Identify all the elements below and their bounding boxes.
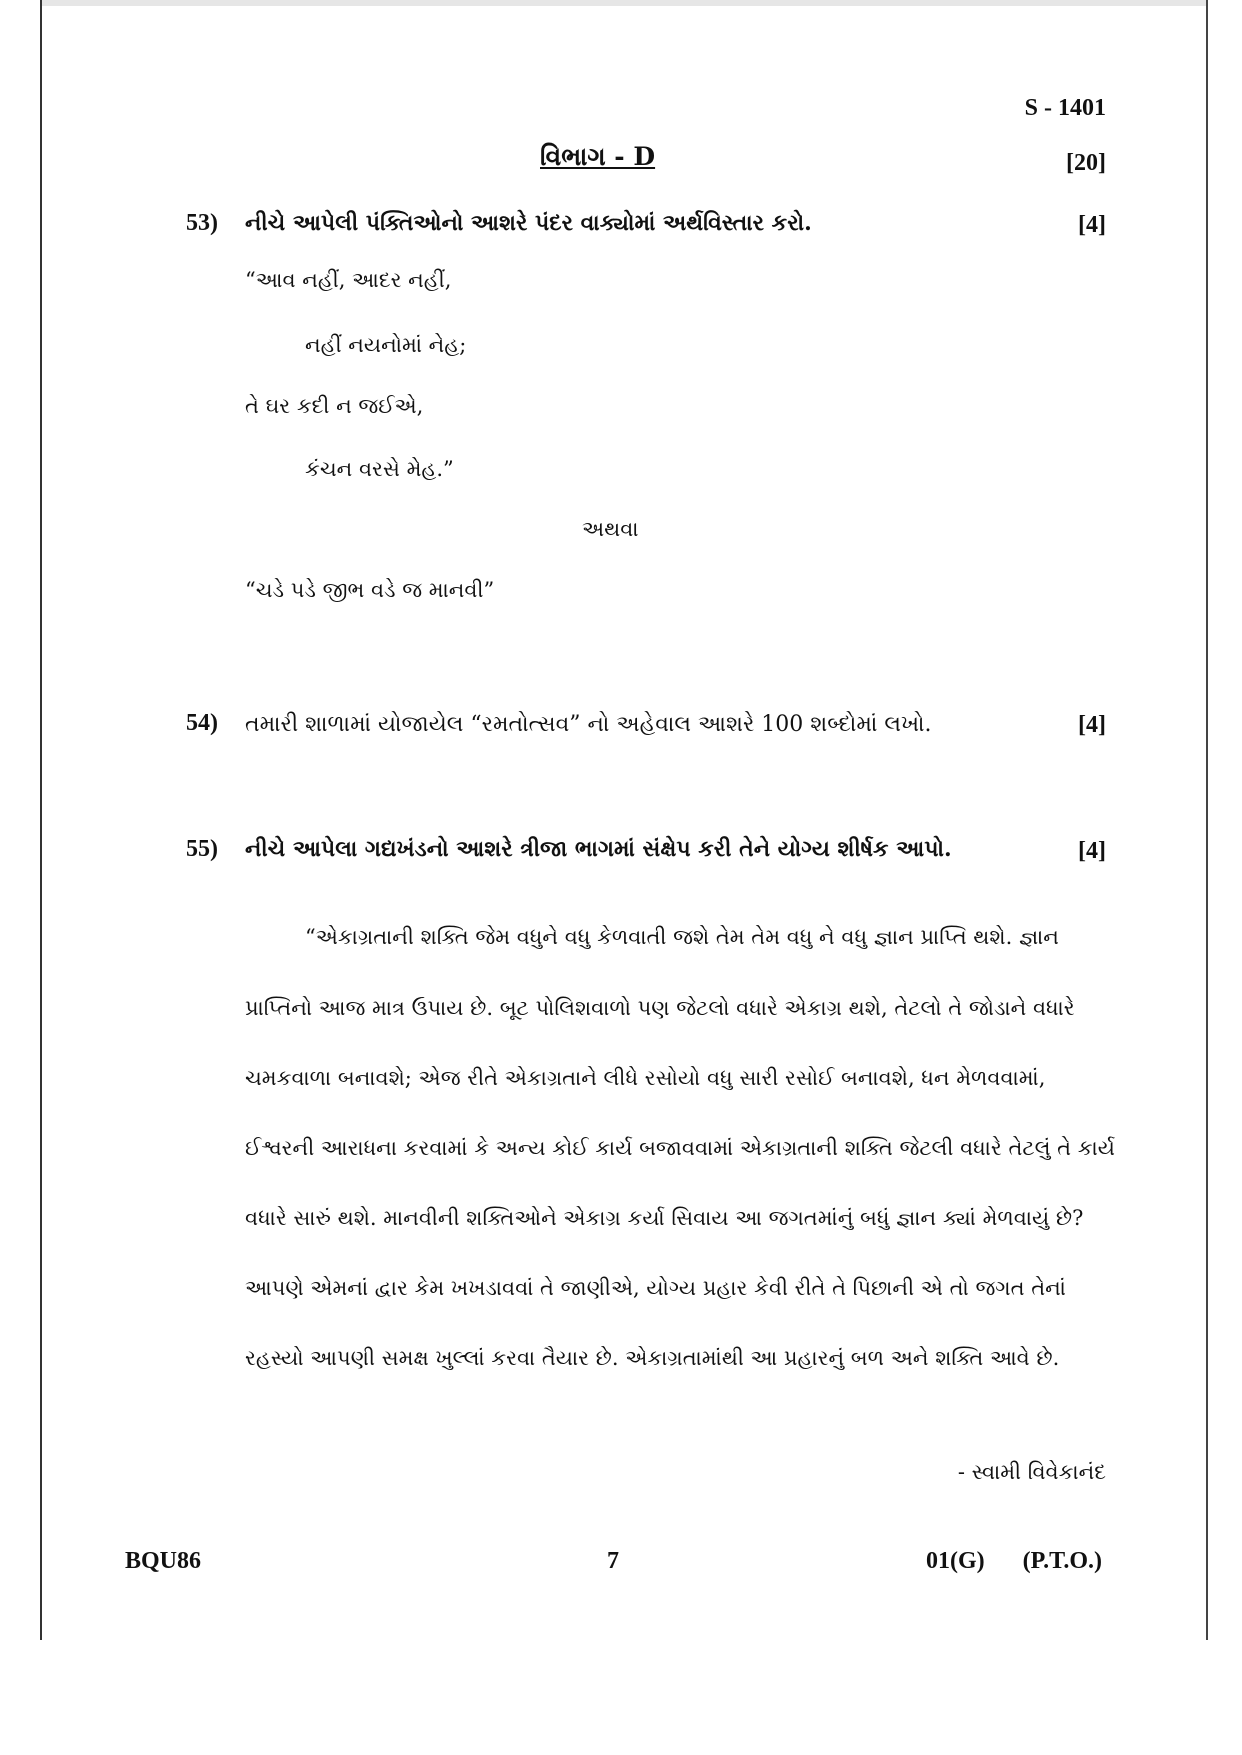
passage-line-7: રહસ્યો આપણી સમક્ષ ખુલ્લાં કરવા તૈયાર છે. એકાગ્રતામાંથી આ પ્રહારનું બળ અને શક્તિ આવે છે. xyxy=(245,1346,1060,1370)
footer-right xyxy=(926,1548,1102,1575)
passage-line-5: વધારે સારું થશે. માનવીની શક્તિઓને એકાગ્ર કર્યા સિવાય આ જગતમાંનું બધું જ્ઞાન ક્યાં મેળવાયું છે? xyxy=(245,1206,1084,1230)
passage-line-1: “એકાગ્રતાની શક્તિ જેમ વધુને વધુ કેળવાતી જશે તેમ તેમ વધુ ને વધુ જ્ઞાન પ્રાપ્તિ થશે. જ્ઞાન xyxy=(305,925,1059,949)
poem-line-3: તે ઘર કદી ન જઈએ, xyxy=(245,394,424,418)
footer-code: BQU86 xyxy=(125,1548,202,1574)
passage-line-2: પ્રાપ્તિનો આજ માત્ર ઉપાય છે. બૂટ પોલિશવાળો પણ જેટલો વધારે એકાગ્ર થશે, તેટલો તે જોડાને વધારે xyxy=(245,996,1075,1020)
footer-pto: (P.T.O.) xyxy=(1022,1548,1102,1574)
question-55-text: નીચે આપેલા ગદ્યખંડનો આશરે ત્રીજા ભાગમાં સંક્ષેપ કરી તેને યોગ્ય શીર્ષક આપો. xyxy=(245,836,952,862)
section-marks: [20] xyxy=(1066,150,1106,176)
paper-code: S - 1401 xyxy=(1024,95,1106,121)
scan-top-edge xyxy=(40,0,1208,6)
passage-line-3: ચમકવાળા બનાવશે; એજ રીતે એકાગ્રતાને લીધે રસોયો વધુ સારી રસોઈ બનાવશે, ધન મેળવવામાં, xyxy=(245,1066,1046,1090)
passage-line-4: ઈશ્વરની આરાધના કરવામાં કે અન્ય કોઈ કાર્ય બજાવવામાં એકાગ્રતાની શક્તિ જેટલી વધારે તેટલું તે કાર્ય xyxy=(245,1136,1115,1160)
question-53-text: નીચે આપેલી પંક્તિઓનો આશરે પંદર વાક્યોમાં અર્થવિસ્તાર કરો. xyxy=(245,210,812,236)
scan-right-edge xyxy=(1206,0,1208,1640)
question-54-marks: [4] xyxy=(1078,712,1106,738)
question-53-marks: [4] xyxy=(1078,212,1106,238)
poem-line-4: કંચન વરસે મેહ.” xyxy=(305,457,454,481)
poem-line-1: “આવ નહીં, આદર નહીં, xyxy=(245,268,452,292)
alternative-line: “ચડે પડે જીભ વડે જ માનવી” xyxy=(245,578,495,602)
scan-left-edge xyxy=(40,0,42,1640)
page-number: 7 xyxy=(607,1548,619,1574)
section-title: વિભાગ - D xyxy=(540,142,656,171)
passage-line-6: આપણે એમનાં દ્વાર કેમ ખખડાવવાં તે જાણીએ, યોગ્ય પ્રહાર કેવી રીતે તે પિછાની એ તો જગત તેનાં xyxy=(245,1276,1066,1300)
question-54-number: 54) xyxy=(186,710,218,736)
question-53-number: 53) xyxy=(186,210,218,236)
footer-paper-code: 01(G) xyxy=(926,1548,985,1574)
question-55-number: 55) xyxy=(186,836,218,862)
question-55-marks: [4] xyxy=(1078,838,1106,864)
poem-line-2: નહીં નયનોમાં નેહ; xyxy=(305,333,467,357)
question-54-text: તમારી શાળામાં યોજાયેલ “રમતોત્સવ” નો અહેવાલ આશરે 100 શબ્દોમાં લખો. xyxy=(245,712,932,737)
or-label: અથવા xyxy=(582,517,639,541)
passage-author: - સ્વામી વિવેકાનંદ xyxy=(957,1460,1106,1484)
